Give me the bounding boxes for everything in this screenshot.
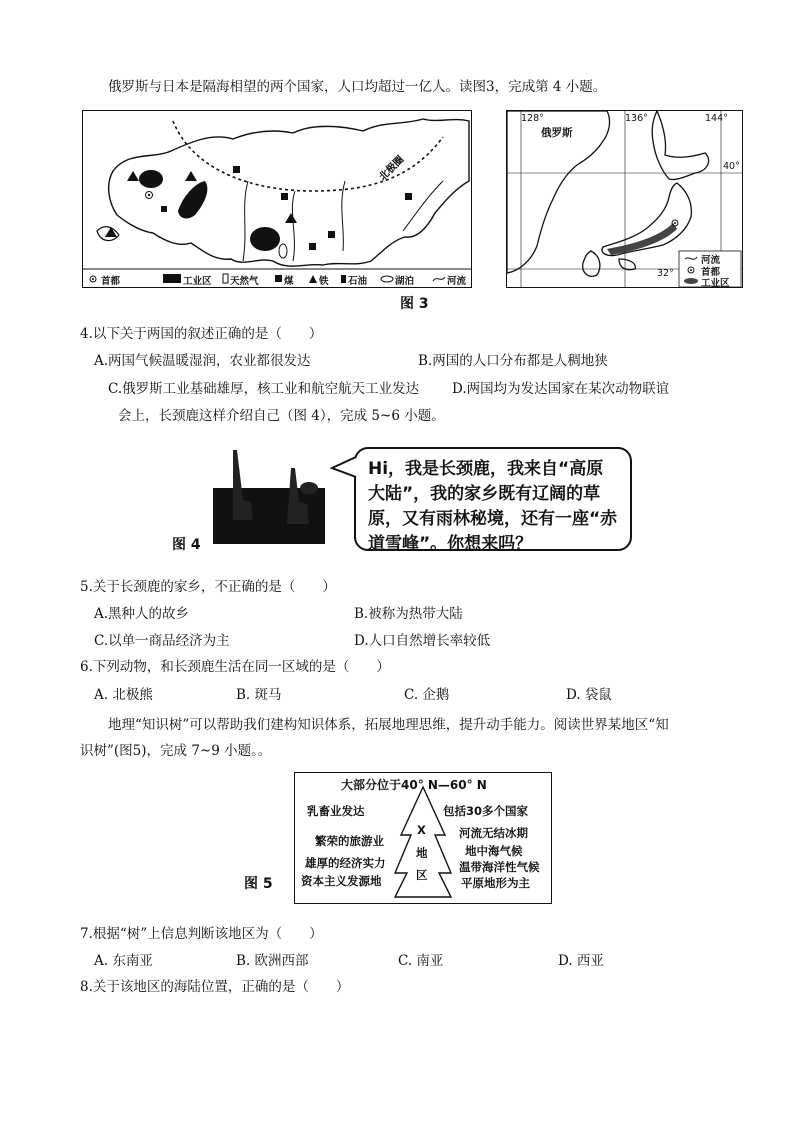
question-5-option-d: D.人口自然增长率较低 <box>354 633 491 649</box>
giraffe-icon <box>213 440 325 544</box>
question-8-stem: 8.关于该地区的海陆位置，正确的是（ ） <box>80 979 350 995</box>
lon-label-136: 136° <box>625 113 648 124</box>
tree-right-5: 平原地形为主 <box>461 876 530 890</box>
question-7-option-b: B. 欧洲西部 <box>236 953 309 969</box>
russia-map-drawing <box>83 111 471 287</box>
question-7-stem: 7.根据“树”上信息判断该地区为（ ） <box>80 926 323 942</box>
legend-jp-capital: 首都 <box>701 267 721 278</box>
figure-4-caption: 图 4 <box>172 537 201 553</box>
question-4-option-a: A.两国气候温暖湿润，农业都很发达 <box>94 353 311 369</box>
tree-left-1: 乳畜业发达 <box>307 804 365 818</box>
legend-capital: 首都 <box>101 276 121 287</box>
tree-left-3: 雄厚的经济实力 <box>305 856 386 870</box>
question-5-option-b: B.被称为热带大陆 <box>354 606 463 622</box>
speech-bubble-pointer <box>330 455 358 479</box>
tree-trunk-1: X <box>417 823 426 837</box>
japan-map <box>506 110 743 288</box>
question-4-stem: 4.以下关于两国的叙述正确的是（ ） <box>80 326 323 342</box>
lat-label-32: 32° <box>657 268 674 279</box>
tree-left-4: 资本主义发源地 <box>301 874 382 888</box>
question-6-option-c: C. 企鹅 <box>404 687 450 703</box>
tree-trunk-2: 地 <box>416 846 428 860</box>
tree-right-1: 包括30多个国家 <box>443 804 529 818</box>
tree-left-2: 繁荣的旅游业 <box>315 834 384 848</box>
question-4-option-c: C.俄罗斯工业基础雄厚，核工业和航空航天工业发达 <box>108 381 420 397</box>
legend-river: 河流 <box>447 276 467 287</box>
figure-5-caption: 图 5 <box>244 876 273 892</box>
question-4-option-d: D.两国均为发达国家在某次动物联谊 <box>452 381 670 397</box>
question-5-stem: 5.关于长颈鹿的家乡，不正确的是（ ） <box>80 579 336 595</box>
tree-right-2: 河流无结冰期 <box>459 826 528 840</box>
legend-industrial: 工业区 <box>183 276 212 287</box>
tree-right-3: 地中海气候 <box>465 844 523 858</box>
legend-jp-industrial: 工业区 <box>701 278 730 288</box>
knowledge-tree-box <box>294 772 552 904</box>
intro-text-2: 会上，长颈鹿这样介绍自己（图 4），完成 5~6 小题。 <box>118 408 445 424</box>
tree-top-label: 大部分位于40° N—60° N <box>341 778 487 792</box>
russia-map <box>82 110 472 288</box>
intro-text-1: 俄罗斯与日本是隔海相望的两个国家，人口均超过一亿人。读图3，完成第 4 小题。 <box>108 79 607 95</box>
legend-oil: 石油 <box>348 276 368 287</box>
speech-bubble: Hi，我是长颈鹿，我来自“高原大陆”，我的家乡既有辽阔的草原，又有雨林秘境，还有一座“赤道雪峰”。你想来吗？ <box>354 447 632 551</box>
country-label-russia: 俄罗斯 <box>541 127 573 139</box>
tree-right-4: 温带海洋性气候 <box>459 860 540 874</box>
question-6-stem: 6.下列动物，和长颈鹿生活在同一区域的是（ ） <box>80 659 390 675</box>
legend-coal: 煤 <box>284 276 294 287</box>
question-7-option-c: C. 南亚 <box>398 953 444 969</box>
industrial-area-siberia <box>250 227 280 251</box>
question-5-option-a: A.黑种人的故乡 <box>94 606 190 622</box>
arctic-circle-label: 北极圈 <box>377 154 407 184</box>
question-5-option-c: C.以单一商品经济为主 <box>94 633 230 649</box>
lat-label-40: 40° <box>723 161 740 172</box>
question-7-option-a: A. 东南亚 <box>94 953 153 969</box>
question-7-option-d: D. 西亚 <box>558 953 604 969</box>
legend-iron: 铁 <box>319 276 329 287</box>
lon-label-144: 144° <box>705 113 728 124</box>
intro-text-3-line-1: 地理“知识树”可以帮助我们建构知识体系，拓展地理思维，提升动手能力。阅读世界某地区“知 <box>108 717 669 733</box>
industrial-area-urals <box>178 181 207 218</box>
question-4-option-b: B.两国的人口分布都是人稠地狭 <box>418 353 608 369</box>
intro-text-3-line-2: 识树”(图5)，完成 7~9 小题。。 <box>80 743 272 759</box>
legend-gas: 天然气 <box>230 276 259 287</box>
tree-trunk-3: 区 <box>416 868 428 882</box>
legend-lake: 湖泊 <box>395 276 415 287</box>
lon-label-128: 128° <box>521 113 544 124</box>
industrial-area-moscow <box>139 170 163 188</box>
question-6-option-d: D. 袋鼠 <box>566 687 612 703</box>
question-6-option-b: B. 斑马 <box>236 687 282 703</box>
legend-jp-river: 河流 <box>701 255 721 266</box>
giraffe-photo <box>213 440 325 544</box>
question-6-option-a: A. 北极熊 <box>94 687 153 703</box>
figure-3-caption: 图 3 <box>400 296 429 312</box>
